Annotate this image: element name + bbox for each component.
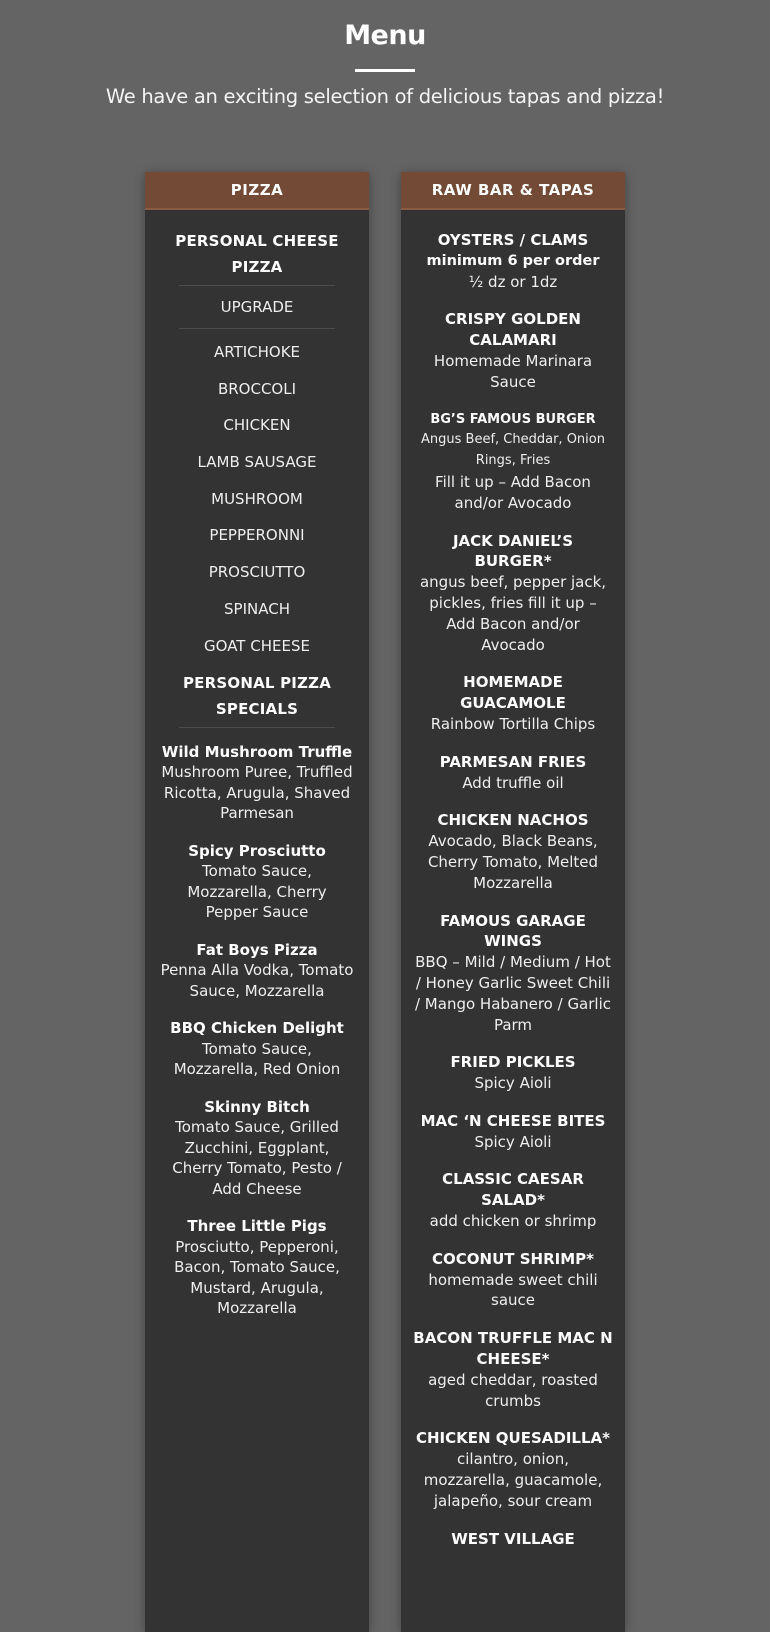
item-name: OYSTERS / CLAMS bbox=[437, 231, 589, 249]
item-description: angus beef, pepper jack, pickles, fries fill it up – Add Bacon and/or Avocado bbox=[419, 573, 607, 654]
topping-item: ARTICHOKE bbox=[213, 343, 301, 361]
tapas-menu-column bbox=[401, 172, 625, 1632]
item-description: Homemade Marinara Sauce bbox=[433, 351, 593, 391]
pizza-special bbox=[159, 940, 355, 1002]
menu-item bbox=[413, 230, 613, 292]
tapas-heading: RAW BAR & TAPAS bbox=[401, 172, 625, 210]
item-description: Spicy Aioli bbox=[474, 1074, 552, 1093]
topping-item: BROCCOLI bbox=[217, 379, 297, 398]
menu-item bbox=[413, 1111, 613, 1153]
pizza-specials-list bbox=[159, 728, 355, 1319]
menu-item bbox=[413, 1052, 613, 1094]
topping-item: PEPPERONNI bbox=[209, 526, 305, 545]
page-title: Menu bbox=[344, 20, 426, 51]
item-description: Spicy Aioli bbox=[474, 1132, 552, 1151]
menu-item bbox=[413, 309, 613, 392]
special-description: Prosciutto, Pepperoni, Bacon, Tomato Sauce, Mustard, Arugula, Mozzarella bbox=[174, 1237, 340, 1317]
item-description: BBQ – Mild / Medium / Hot / Honey Garlic Sweet Chili / Mango Habanero / Garlic Parm bbox=[414, 953, 612, 1034]
special-description: Tomato Sauce, Mozzarella, Red Onion bbox=[173, 1039, 341, 1078]
item-note: minimum 6 per order bbox=[426, 252, 600, 269]
item-name: BACON TRUFFLE MAC N CHEESE* bbox=[413, 1329, 613, 1369]
item-description: Add truffle oil bbox=[462, 773, 564, 792]
special-name: Spicy Prosciutto bbox=[188, 841, 326, 860]
special-description: Tomato Sauce, Grilled Zucchini, Eggplant, Cherry Tomato, Pesto / Add Cheese bbox=[172, 1118, 342, 1198]
item-description: ½ dz or 1dz bbox=[468, 272, 558, 291]
pizza-specials-title: PERSONAL PIZZA SPECIALS bbox=[182, 673, 332, 718]
special-description: Mushroom Puree, Truffled Ricotta, Arugula, Shaved Parmesan bbox=[161, 763, 353, 822]
pizza-special bbox=[159, 841, 355, 923]
topping-item: MUSHROOM bbox=[211, 489, 303, 508]
special-name: BBQ Chicken Delight bbox=[170, 1019, 344, 1037]
menu-item bbox=[413, 410, 613, 514]
item-name: BG’S FAMOUS BURGER bbox=[430, 411, 596, 427]
item-description: aged cheddar, roasted crumbs bbox=[428, 1370, 598, 1410]
topping-item: CHICKEN bbox=[223, 416, 291, 435]
menu-item bbox=[413, 752, 613, 794]
item-name: CHICKEN QUESADILLA* bbox=[416, 1429, 610, 1448]
menu-item bbox=[413, 531, 613, 656]
special-description: Tomato Sauce, Mozzarella, Cherry Pepper Sauce bbox=[187, 862, 327, 921]
pizza-special bbox=[159, 1097, 355, 1200]
item-description: Avocado, Black Beans, Cherry Tomato, Melted Mozzarella bbox=[427, 832, 599, 892]
topping-item: GOAT CHEESE bbox=[204, 636, 310, 655]
item-name: PARMESAN FRIES bbox=[439, 752, 587, 771]
item-name: CLASSIC CAESAR SALAD* bbox=[442, 1170, 584, 1210]
pizza-menu-column bbox=[145, 172, 369, 1632]
menu-item bbox=[413, 1328, 613, 1411]
item-description: Fill it up – Add Bacon and/or Avocado bbox=[435, 472, 591, 512]
menu-item bbox=[413, 1529, 613, 1550]
pizza-special bbox=[159, 1216, 355, 1319]
special-name: Three Little Pigs bbox=[187, 1217, 327, 1235]
menu-item bbox=[413, 810, 613, 893]
item-name: JACK DANIEL’S BURGER* bbox=[452, 531, 574, 571]
item-name: CHICKEN NACHOS bbox=[437, 811, 589, 830]
title-underline bbox=[355, 69, 415, 72]
personal-cheese-pizza-title: PERSONAL CHEESE PIZZA bbox=[175, 232, 339, 276]
item-name: MAC ‘N CHEESE BITES bbox=[420, 1111, 606, 1130]
toppings-list bbox=[159, 329, 355, 656]
special-description: Penna Alla Vodka, Tomato Sauce, Mozzarella bbox=[160, 961, 354, 1000]
menu-item bbox=[413, 672, 613, 734]
item-name: HOMEMADE GUACAMOLE bbox=[460, 673, 566, 713]
topping-item: PROSCIUTTO bbox=[208, 563, 306, 582]
upgrade-label: UPGRADE bbox=[220, 298, 294, 316]
item-description: cilantro, onion, mozzarella, guacamole, jalapeño, sour cream bbox=[423, 1450, 603, 1510]
menu-item bbox=[413, 1169, 613, 1231]
topping-item: LAMB SAUSAGE bbox=[197, 453, 317, 472]
item-description: Rainbow Tortilla Chips bbox=[430, 714, 596, 733]
topping-item: SPINACH bbox=[224, 599, 290, 618]
item-name: COCONUT SHRIMP* bbox=[432, 1249, 594, 1268]
item-name: FAMOUS GARAGE WINGS bbox=[440, 911, 586, 951]
pizza-special bbox=[159, 742, 355, 824]
item-description: add chicken or shrimp bbox=[429, 1212, 597, 1231]
special-name: Skinny Bitch bbox=[204, 1097, 310, 1116]
page-subtitle: We have an exciting selection of delicious tapas and pizza! bbox=[105, 85, 665, 108]
menu-item bbox=[413, 911, 613, 1036]
pizza-special bbox=[159, 1018, 355, 1080]
item-name: WEST VILLAGE bbox=[451, 1529, 575, 1548]
pizza-heading: PIZZA bbox=[145, 172, 369, 210]
item-description: homemade sweet chili sauce bbox=[428, 1270, 598, 1310]
item-name: CRISPY GOLDEN CALAMARI bbox=[445, 310, 581, 350]
menu-item bbox=[413, 1428, 613, 1511]
special-name: Wild Mushroom Truffle bbox=[161, 742, 353, 761]
special-name: Fat Boys Pizza bbox=[196, 940, 318, 959]
menu-item bbox=[413, 1249, 613, 1311]
item-name: FRIED PICKLES bbox=[450, 1053, 576, 1072]
item-ingredients: Angus Beef, Cheddar, Onion Rings, Fries bbox=[421, 432, 605, 469]
